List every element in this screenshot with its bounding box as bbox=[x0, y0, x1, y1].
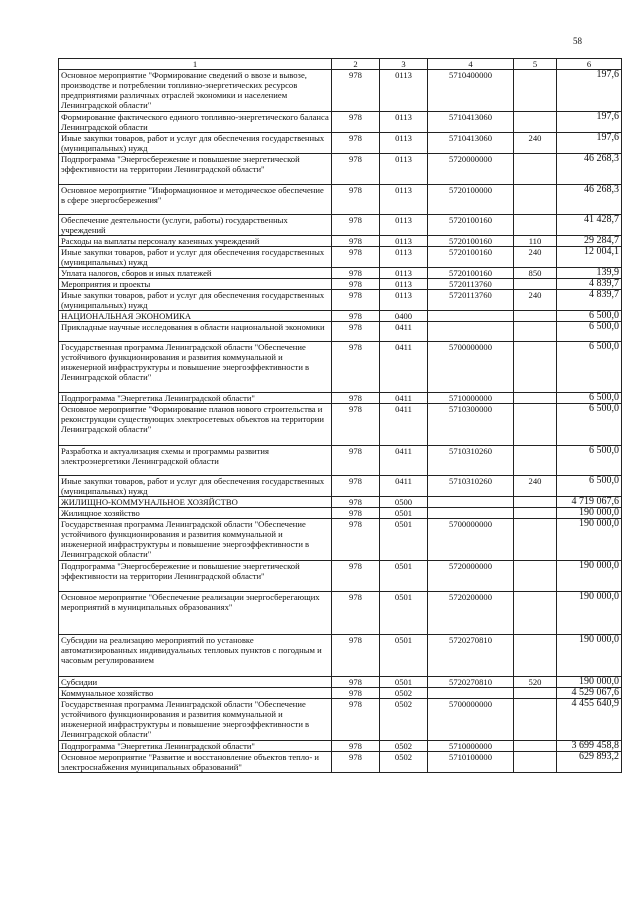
table-row bbox=[59, 268, 622, 279]
row-amount: 6 500,0 bbox=[557, 404, 622, 446]
row-amount: 41 428,7 bbox=[557, 215, 622, 236]
row-target-article: 5720100160 bbox=[428, 215, 514, 236]
row-expense-type bbox=[514, 342, 557, 393]
row-target-article: 5720113760 bbox=[428, 290, 514, 311]
row-amount: 190 000,0 bbox=[557, 519, 622, 561]
table-row bbox=[59, 677, 622, 688]
row-name: Формирование фактического единого топливно-энергетического баланса Ленинградской области bbox=[59, 112, 332, 133]
row-section: 0411 bbox=[380, 342, 428, 393]
row-target-article: 5710400000 bbox=[428, 70, 514, 112]
row-expense-type bbox=[514, 112, 557, 133]
table-row bbox=[59, 635, 622, 677]
row-expense-type bbox=[514, 497, 557, 508]
row-ved: 978 bbox=[332, 311, 380, 322]
row-ved: 978 bbox=[332, 133, 380, 154]
row-expense-type bbox=[514, 311, 557, 322]
row-ved: 978 bbox=[332, 404, 380, 446]
row-name: Основное мероприятие "Формирование сведений о ввозе и вывозе, производстве и потреблении топливно-энергетических ресурсов предприятиями различных отраслей экономики и населением Ленинградской области" bbox=[59, 70, 332, 112]
table-row bbox=[59, 290, 622, 311]
row-expense-type: 240 bbox=[514, 476, 557, 497]
row-ved: 978 bbox=[332, 561, 380, 592]
row-expense-type: 240 bbox=[514, 290, 557, 311]
row-expense-type bbox=[514, 393, 557, 404]
row-expense-type bbox=[514, 70, 557, 112]
table-row bbox=[59, 279, 622, 290]
row-target-article bbox=[428, 508, 514, 519]
budget-table bbox=[58, 58, 622, 773]
row-ved: 978 bbox=[332, 185, 380, 215]
row-section: 0500 bbox=[380, 497, 428, 508]
row-target-article: 5700000000 bbox=[428, 519, 514, 561]
row-target-article bbox=[428, 497, 514, 508]
row-ved: 978 bbox=[332, 497, 380, 508]
row-expense-type bbox=[514, 185, 557, 215]
row-expense-type bbox=[514, 688, 557, 699]
table-row bbox=[59, 446, 622, 476]
column-header: 4 bbox=[428, 59, 514, 70]
row-amount: 46 268,3 bbox=[557, 185, 622, 215]
row-amount: 197,6 bbox=[557, 133, 622, 154]
row-expense-type bbox=[514, 519, 557, 561]
row-expense-type bbox=[514, 592, 557, 635]
row-section: 0113 bbox=[380, 112, 428, 133]
table-row bbox=[59, 112, 622, 133]
row-ved: 978 bbox=[332, 699, 380, 741]
row-ved: 978 bbox=[332, 508, 380, 519]
row-expense-type bbox=[514, 446, 557, 476]
row-ved: 978 bbox=[332, 741, 380, 752]
row-target-article: 5720100000 bbox=[428, 185, 514, 215]
row-target-article: 5700000000 bbox=[428, 342, 514, 393]
row-ved: 978 bbox=[332, 752, 380, 773]
table-row bbox=[59, 70, 622, 112]
row-amount: 6 500,0 bbox=[557, 342, 622, 393]
row-amount: 12 004,1 bbox=[557, 247, 622, 268]
table-row bbox=[59, 185, 622, 215]
table-row bbox=[59, 741, 622, 752]
row-name: Обеспечение деятельности (услуги, работы) государственных учреждений bbox=[59, 215, 332, 236]
row-name: Основное мероприятие "Обеспечение реализации энергосберегающих мероприятий в муниципальных образованиях" bbox=[59, 592, 332, 635]
row-section: 0502 bbox=[380, 699, 428, 741]
row-ved: 978 bbox=[332, 112, 380, 133]
row-name: Подпрограмма "Энергетика Ленинградской области" bbox=[59, 741, 332, 752]
row-target-article bbox=[428, 311, 514, 322]
row-amount: 3 699 458,8 bbox=[557, 741, 622, 752]
row-target-article: 5720270810 bbox=[428, 677, 514, 688]
row-ved: 978 bbox=[332, 268, 380, 279]
row-name: ЖИЛИЩНО-КОММУНАЛЬНОЕ ХОЗЯЙСТВО bbox=[59, 497, 332, 508]
row-ved: 978 bbox=[332, 592, 380, 635]
row-name: Разработка и актуализация схемы и программы развития электроэнергетики Ленинградской области bbox=[59, 446, 332, 476]
row-ved: 978 bbox=[332, 215, 380, 236]
row-name: Основное мероприятие "Информационное и методическое обеспечение в сфере энергосбережения" bbox=[59, 185, 332, 215]
row-target-article: 5710310260 bbox=[428, 476, 514, 497]
row-amount: 6 500,0 bbox=[557, 476, 622, 497]
row-ved: 978 bbox=[332, 279, 380, 290]
table-row bbox=[59, 154, 622, 185]
row-amount: 190 000,0 bbox=[557, 677, 622, 688]
row-amount: 197,6 bbox=[557, 70, 622, 112]
row-ved: 978 bbox=[332, 322, 380, 342]
table-row bbox=[59, 322, 622, 342]
table-row bbox=[59, 519, 622, 561]
row-target-article bbox=[428, 688, 514, 699]
row-section: 0501 bbox=[380, 592, 428, 635]
row-section: 0113 bbox=[380, 247, 428, 268]
row-section: 0113 bbox=[380, 290, 428, 311]
row-expense-type bbox=[514, 279, 557, 290]
table-row bbox=[59, 561, 622, 592]
row-expense-type: 850 bbox=[514, 268, 557, 279]
row-target-article: 5720000000 bbox=[428, 561, 514, 592]
row-target-article: 5720100160 bbox=[428, 268, 514, 279]
row-amount: 4 529 067,6 bbox=[557, 688, 622, 699]
row-amount: 6 500,0 bbox=[557, 393, 622, 404]
row-ved: 978 bbox=[332, 342, 380, 393]
table-row bbox=[59, 404, 622, 446]
row-expense-type bbox=[514, 561, 557, 592]
row-amount: 139,9 bbox=[557, 268, 622, 279]
row-ved: 978 bbox=[332, 70, 380, 112]
page-number: 58 bbox=[573, 36, 582, 46]
row-name: Государственная программа Ленинградской области "Обеспечение устойчивого функционирования и развития коммунальной и инженерной инфраструктуры и повышение энергоэффективности в Ленинградской области" bbox=[59, 519, 332, 561]
row-amount: 190 000,0 bbox=[557, 508, 622, 519]
row-expense-type bbox=[514, 752, 557, 773]
row-expense-type: 520 bbox=[514, 677, 557, 688]
row-name: Иные закупки товаров, работ и услуг для обеспечения государственных (муниципальных) нужд bbox=[59, 290, 332, 311]
table-row bbox=[59, 497, 622, 508]
row-name: Подпрограмма "Энергосбережение и повышение энергетической эффективности на территории Ленинградской области" bbox=[59, 561, 332, 592]
row-ved: 978 bbox=[332, 635, 380, 677]
row-ved: 978 bbox=[332, 154, 380, 185]
row-target-article: 5720113760 bbox=[428, 279, 514, 290]
row-section: 0501 bbox=[380, 635, 428, 677]
row-name: Уплата налогов, сборов и иных платежей bbox=[59, 268, 332, 279]
row-section: 0502 bbox=[380, 741, 428, 752]
header-row bbox=[59, 59, 622, 70]
row-ved: 978 bbox=[332, 476, 380, 497]
row-target-article: 5720100160 bbox=[428, 236, 514, 247]
row-name: Основное мероприятие "Формирование планов нового строительства и реконструкции существующих электросетевых объектов на территории Ленинградской области" bbox=[59, 404, 332, 446]
row-ved: 978 bbox=[332, 446, 380, 476]
row-section: 0501 bbox=[380, 561, 428, 592]
row-amount: 6 500,0 bbox=[557, 446, 622, 476]
row-section: 0411 bbox=[380, 322, 428, 342]
table-row bbox=[59, 752, 622, 773]
row-target-article: 5720270810 bbox=[428, 635, 514, 677]
row-name: Мероприятия и проекты bbox=[59, 279, 332, 290]
table-row bbox=[59, 311, 622, 322]
row-amount: 46 268,3 bbox=[557, 154, 622, 185]
table-row bbox=[59, 133, 622, 154]
row-expense-type: 240 bbox=[514, 247, 557, 268]
row-section: 0411 bbox=[380, 393, 428, 404]
row-section: 0501 bbox=[380, 677, 428, 688]
row-section: 0502 bbox=[380, 688, 428, 699]
table-row bbox=[59, 699, 622, 741]
column-header: 5 bbox=[514, 59, 557, 70]
row-amount: 4 839,7 bbox=[557, 279, 622, 290]
row-expense-type bbox=[514, 508, 557, 519]
row-target-article: 5710000000 bbox=[428, 393, 514, 404]
row-ved: 978 bbox=[332, 236, 380, 247]
row-name: НАЦИОНАЛЬНАЯ ЭКОНОМИКА bbox=[59, 311, 332, 322]
row-name: Подпрограмма "Энергетика Ленинградской области" bbox=[59, 393, 332, 404]
row-section: 0411 bbox=[380, 404, 428, 446]
row-target-article: 5710000000 bbox=[428, 741, 514, 752]
row-name: Иные закупки товаров, работ и услуг для обеспечения государственных (муниципальных) нужд bbox=[59, 247, 332, 268]
row-amount: 197,6 bbox=[557, 112, 622, 133]
row-name: Прикладные научные исследования в области национальной экономики bbox=[59, 322, 332, 342]
row-name: Основное мероприятие "Развитие и восстановление объектов тепло- и электроснабжения муниципальных образований" bbox=[59, 752, 332, 773]
column-header: 6 bbox=[557, 59, 622, 70]
row-name: Коммунальное хозяйство bbox=[59, 688, 332, 699]
row-expense-type bbox=[514, 215, 557, 236]
row-target-article: 5710413060 bbox=[428, 133, 514, 154]
row-expense-type bbox=[514, 635, 557, 677]
row-section: 0411 bbox=[380, 446, 428, 476]
row-target-article: 5710300000 bbox=[428, 404, 514, 446]
row-name: Расходы на выплаты персоналу казенных учреждений bbox=[59, 236, 332, 247]
row-target-article bbox=[428, 322, 514, 342]
row-expense-type bbox=[514, 322, 557, 342]
table-row bbox=[59, 476, 622, 497]
row-expense-type bbox=[514, 699, 557, 741]
row-ved: 978 bbox=[332, 519, 380, 561]
row-expense-type bbox=[514, 154, 557, 185]
row-expense-type: 240 bbox=[514, 133, 557, 154]
row-ved: 978 bbox=[332, 677, 380, 688]
column-header: 1 bbox=[59, 59, 332, 70]
row-name: Субсидии на реализацию мероприятий по установке автоматизированных индивидуальных тепловых пунктов с погодным и часовым регулированием bbox=[59, 635, 332, 677]
row-amount: 190 000,0 bbox=[557, 561, 622, 592]
row-section: 0411 bbox=[380, 476, 428, 497]
table-row bbox=[59, 236, 622, 247]
row-ved: 978 bbox=[332, 393, 380, 404]
row-name: Иные закупки товаров, работ и услуг для обеспечения государственных (муниципальных) нужд bbox=[59, 476, 332, 497]
row-section: 0113 bbox=[380, 70, 428, 112]
row-target-article: 5720000000 bbox=[428, 154, 514, 185]
row-amount: 190 000,0 bbox=[557, 635, 622, 677]
row-section: 0113 bbox=[380, 215, 428, 236]
table-body bbox=[59, 70, 622, 773]
row-ved: 978 bbox=[332, 247, 380, 268]
table-row bbox=[59, 247, 622, 268]
row-amount: 190 000,0 bbox=[557, 592, 622, 635]
row-name: Жилищное хозяйство bbox=[59, 508, 332, 519]
row-expense-type: 110 bbox=[514, 236, 557, 247]
row-ved: 978 bbox=[332, 688, 380, 699]
table-row bbox=[59, 592, 622, 635]
row-name: Иные закупки товаров, работ и услуг для обеспечения государственных (муниципальных) нужд bbox=[59, 133, 332, 154]
row-section: 0113 bbox=[380, 154, 428, 185]
row-amount: 4 839,7 bbox=[557, 290, 622, 311]
row-amount: 629 893,2 bbox=[557, 752, 622, 773]
row-section: 0113 bbox=[380, 133, 428, 154]
table-row bbox=[59, 393, 622, 404]
row-name: Подпрограмма "Энергосбережение и повышение энергетической эффективности на территории Ленинградской области" bbox=[59, 154, 332, 185]
row-name: Субсидии bbox=[59, 677, 332, 688]
row-target-article: 5710310260 bbox=[428, 446, 514, 476]
row-target-article: 5710413060 bbox=[428, 112, 514, 133]
table-row bbox=[59, 688, 622, 699]
row-amount: 4 455 640,9 bbox=[557, 699, 622, 741]
row-target-article: 5720100160 bbox=[428, 247, 514, 268]
row-amount: 4 719 067,6 bbox=[557, 497, 622, 508]
table-row bbox=[59, 508, 622, 519]
row-amount: 6 500,0 bbox=[557, 311, 622, 322]
row-amount: 6 500,0 bbox=[557, 322, 622, 342]
row-target-article: 5710100000 bbox=[428, 752, 514, 773]
row-amount: 29 284,7 bbox=[557, 236, 622, 247]
row-section: 0113 bbox=[380, 279, 428, 290]
row-target-article: 5700000000 bbox=[428, 699, 514, 741]
row-target-article: 5720200000 bbox=[428, 592, 514, 635]
row-section: 0501 bbox=[380, 508, 428, 519]
row-name: Государственная программа Ленинградской области "Обеспечение устойчивого функционирования и развития коммунальной и инженерной инфраструктуры и повышение энергоэффективности в Ленинградской области" bbox=[59, 342, 332, 393]
row-expense-type bbox=[514, 404, 557, 446]
table-row bbox=[59, 342, 622, 393]
row-section: 0113 bbox=[380, 185, 428, 215]
row-section: 0400 bbox=[380, 311, 428, 322]
row-section: 0501 bbox=[380, 519, 428, 561]
column-header: 3 bbox=[380, 59, 428, 70]
column-header: 2 bbox=[332, 59, 380, 70]
row-name: Государственная программа Ленинградской области "Обеспечение устойчивого функционирования и развития коммунальной и инженерной инфраструктуры и повышение энергоэффективности в Ленинградской области" bbox=[59, 699, 332, 741]
row-expense-type bbox=[514, 741, 557, 752]
row-section: 0113 bbox=[380, 268, 428, 279]
table-row bbox=[59, 215, 622, 236]
row-section: 0113 bbox=[380, 236, 428, 247]
row-ved: 978 bbox=[332, 290, 380, 311]
row-section: 0502 bbox=[380, 752, 428, 773]
